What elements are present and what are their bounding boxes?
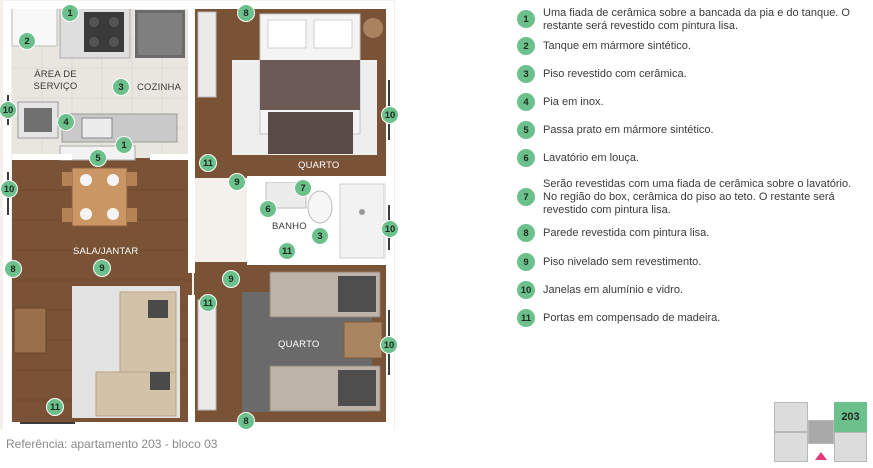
plan-pin[interactable]: 11 <box>199 294 217 312</box>
plan-pin[interactable]: 10 <box>381 220 399 238</box>
plan-pin[interactable]: 8 <box>237 412 255 430</box>
plan-pin[interactable]: 8 <box>4 260 22 278</box>
legend-text: Piso nivelado sem revestimento. <box>543 256 702 268</box>
plan-pin[interactable]: 7 <box>294 179 312 197</box>
keyplan-unit-highlight: 203 <box>834 402 867 432</box>
legend-item <box>512 227 709 240</box>
legend-item <box>512 68 687 81</box>
plan-pin[interactable]: 4 <box>57 113 75 131</box>
legend-text: Parede revestida com pintura lisa. <box>543 227 710 239</box>
legend-badge: 8 <box>517 224 535 242</box>
floor-plan-drawing <box>0 0 395 430</box>
plan-pin[interactable]: 1 <box>61 4 79 22</box>
plan-pin[interactable]: 1 <box>115 136 133 154</box>
plan-pin[interactable]: 10 <box>0 180 18 198</box>
plan-pin[interactable]: 9 <box>228 173 246 191</box>
legend-text: Janelas em alumínio e vidro. <box>543 284 684 296</box>
legend-text: Pia em inox. <box>543 96 604 108</box>
legend-item <box>512 152 639 165</box>
plan-pin[interactable]: 9 <box>93 259 111 277</box>
reference-caption: Referência: apartamento 203 - bloco 03 <box>6 437 218 451</box>
plan-pin[interactable]: 10 <box>0 101 17 119</box>
legend-item <box>512 178 857 217</box>
plan-pin[interactable]: 3 <box>112 78 130 96</box>
building-key-plan <box>772 402 868 464</box>
location-marker-icon <box>815 452 827 460</box>
plan-pin[interactable]: 3 <box>311 227 329 245</box>
floor-plan <box>0 0 395 430</box>
legend-text: Uma fiada de cerâmica sobre a bancada da pia e do tanque. O restante será revestido com pintura lisa. <box>543 7 850 32</box>
legend-badge: 7 <box>517 188 535 206</box>
room-label-quarto-1: QUARTO <box>298 160 340 171</box>
room-label-cozinha: COZINHA <box>137 82 182 93</box>
legend-badge: 11 <box>517 309 535 327</box>
legend-text: Passa prato em mármore sintético. <box>543 124 714 136</box>
legend-item <box>512 40 691 53</box>
keyplan-block <box>774 432 808 462</box>
plan-pin[interactable]: 9 <box>222 270 240 288</box>
keyplan-block <box>834 432 867 462</box>
room-label-banho: BANHO <box>272 221 307 232</box>
legend-item <box>512 284 683 297</box>
plan-pin[interactable]: 6 <box>259 200 277 218</box>
plan-pin[interactable]: 10 <box>381 106 399 124</box>
legend-badge: 10 <box>517 281 535 299</box>
legend-text: Tanque em mármore sintético. <box>543 40 691 52</box>
legend-item <box>512 256 701 269</box>
legend-badge: 6 <box>517 149 535 167</box>
legend-badge: 9 <box>517 253 535 271</box>
keyplan-core <box>808 420 834 444</box>
legend-badge: 4 <box>517 93 535 111</box>
room-label-quarto-2: QUARTO <box>278 339 320 350</box>
legend-text: Lavatório em louça. <box>543 152 639 164</box>
plan-pin[interactable]: 5 <box>89 149 107 167</box>
legend-badge: 1 <box>517 10 535 28</box>
plan-pin[interactable]: 8 <box>237 4 255 22</box>
plan-pin[interactable]: 11 <box>46 398 64 416</box>
legend-item <box>512 7 857 33</box>
legend-badge: 5 <box>517 121 535 139</box>
room-label-area-servico: ÁREA DE SERVIÇO <box>33 69 78 92</box>
legend-text: Piso revestido com cerâmica. <box>543 68 687 80</box>
plan-pin[interactable]: 11 <box>278 242 296 260</box>
plan-pin[interactable]: 11 <box>199 154 217 172</box>
room-label-sala-jantar: SALA/JANTAR <box>73 246 139 257</box>
legend-badge: 2 <box>517 37 535 55</box>
legend-item <box>512 312 720 325</box>
legend-item <box>512 124 714 137</box>
legend-item <box>512 96 604 109</box>
legend-badge: 3 <box>517 65 535 83</box>
legend-text: Portas em compensado de madeira. <box>543 312 721 324</box>
plan-pin[interactable]: 2 <box>18 32 36 50</box>
plan-pin[interactable]: 10 <box>380 336 398 354</box>
keyplan-block <box>774 402 808 432</box>
legend-text: Serão revestidas com uma fiada de cerâmica sobre o lavatório. No região do box, cerâmica do piso ao teto. O restante será revestido com pintura lisa. <box>543 178 852 216</box>
